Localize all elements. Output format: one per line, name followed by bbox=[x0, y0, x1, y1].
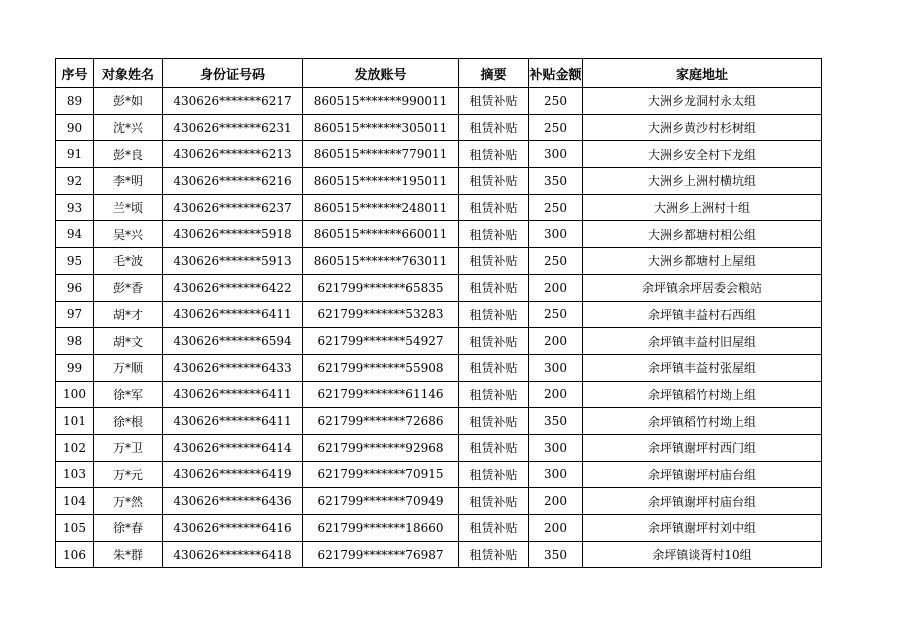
header-home-address: 家庭地址 bbox=[583, 59, 822, 88]
cell-home-address: 余坪镇谢坪村刘中组 bbox=[583, 515, 822, 542]
cell-recipient-name: 李*明 bbox=[94, 168, 163, 195]
cell-recipient-name: 徐*军 bbox=[94, 381, 163, 408]
cell-payment-account: 621799*******76987 bbox=[303, 541, 459, 568]
cell-summary: 租赁补贴 bbox=[459, 488, 529, 515]
cell-recipient-name: 彭*如 bbox=[94, 88, 163, 115]
cell-payment-account: 860515*******248011 bbox=[303, 194, 459, 221]
cell-summary: 租赁补贴 bbox=[459, 248, 529, 275]
table-header-row bbox=[56, 59, 822, 88]
table-row bbox=[56, 88, 822, 115]
header-serial-number: 序号 bbox=[56, 59, 94, 88]
cell-summary: 租赁补贴 bbox=[459, 434, 529, 461]
header-recipient-name: 对象姓名 bbox=[94, 59, 163, 88]
table-row bbox=[56, 194, 822, 221]
cell-id-number: 430626*******6213 bbox=[163, 141, 303, 168]
cell-payment-account: 621799*******18660 bbox=[303, 515, 459, 542]
cell-id-number: 430626*******6411 bbox=[163, 408, 303, 435]
cell-id-number: 430626*******6436 bbox=[163, 488, 303, 515]
header-summary: 摘要 bbox=[459, 59, 529, 88]
cell-home-address: 余坪镇稻竹村坳上组 bbox=[583, 408, 822, 435]
cell-serial-number: 102 bbox=[56, 434, 94, 461]
cell-subsidy-amount: 200 bbox=[529, 488, 583, 515]
cell-serial-number: 91 bbox=[56, 141, 94, 168]
cell-summary: 租赁补贴 bbox=[459, 461, 529, 488]
cell-recipient-name: 兰*顷 bbox=[94, 194, 163, 221]
cell-home-address: 余坪镇谢坪村庙台组 bbox=[583, 488, 822, 515]
cell-summary: 租赁补贴 bbox=[459, 88, 529, 115]
cell-summary: 租赁补贴 bbox=[459, 221, 529, 248]
cell-subsidy-amount: 250 bbox=[529, 301, 583, 328]
cell-summary: 租赁补贴 bbox=[459, 381, 529, 408]
header-payment-account: 发放账号 bbox=[303, 59, 459, 88]
cell-summary: 租赁补贴 bbox=[459, 168, 529, 195]
cell-home-address: 余坪镇余坪居委会粮站 bbox=[583, 274, 822, 301]
cell-payment-account: 621799*******72686 bbox=[303, 408, 459, 435]
cell-subsidy-amount: 250 bbox=[529, 114, 583, 141]
cell-subsidy-amount: 300 bbox=[529, 354, 583, 381]
cell-home-address: 余坪镇丰益村旧屋组 bbox=[583, 328, 822, 355]
cell-id-number: 430626*******6418 bbox=[163, 541, 303, 568]
cell-home-address: 大洲乡上洲村横坑组 bbox=[583, 168, 822, 195]
cell-summary: 租赁补贴 bbox=[459, 354, 529, 381]
cell-serial-number: 99 bbox=[56, 354, 94, 381]
cell-subsidy-amount: 300 bbox=[529, 461, 583, 488]
cell-subsidy-amount: 250 bbox=[529, 248, 583, 275]
cell-home-address: 余坪镇稻竹村坳上组 bbox=[583, 381, 822, 408]
table-row bbox=[56, 488, 822, 515]
cell-payment-account: 860515*******660011 bbox=[303, 221, 459, 248]
cell-payment-account: 621799*******70915 bbox=[303, 461, 459, 488]
cell-subsidy-amount: 200 bbox=[529, 274, 583, 301]
cell-payment-account: 860515*******195011 bbox=[303, 168, 459, 195]
header-id-number: 身份证号码 bbox=[163, 59, 303, 88]
cell-recipient-name: 彭*良 bbox=[94, 141, 163, 168]
cell-id-number: 430626*******6433 bbox=[163, 354, 303, 381]
cell-serial-number: 104 bbox=[56, 488, 94, 515]
cell-payment-account: 621799*******53283 bbox=[303, 301, 459, 328]
table-row bbox=[56, 221, 822, 248]
cell-subsidy-amount: 350 bbox=[529, 541, 583, 568]
cell-recipient-name: 万*顺 bbox=[94, 354, 163, 381]
cell-home-address: 余坪镇谢坪村庙台组 bbox=[583, 461, 822, 488]
cell-summary: 租赁补贴 bbox=[459, 194, 529, 221]
cell-home-address: 余坪镇丰益村石西组 bbox=[583, 301, 822, 328]
subsidy-roster-table bbox=[55, 58, 822, 568]
cell-home-address: 大洲乡都塘村相公组 bbox=[583, 221, 822, 248]
cell-subsidy-amount: 250 bbox=[529, 194, 583, 221]
table-row bbox=[56, 408, 822, 435]
cell-subsidy-amount: 200 bbox=[529, 515, 583, 542]
cell-payment-account: 621799*******55908 bbox=[303, 354, 459, 381]
cell-id-number: 430626*******6411 bbox=[163, 381, 303, 408]
cell-payment-account: 860515*******779011 bbox=[303, 141, 459, 168]
cell-subsidy-amount: 300 bbox=[529, 221, 583, 248]
cell-home-address: 大洲乡上洲村十组 bbox=[583, 194, 822, 221]
table-row bbox=[56, 248, 822, 275]
cell-home-address: 大洲乡安全村下龙组 bbox=[583, 141, 822, 168]
table-row bbox=[56, 328, 822, 355]
cell-payment-account: 860515*******990011 bbox=[303, 88, 459, 115]
cell-recipient-name: 胡*才 bbox=[94, 301, 163, 328]
cell-recipient-name: 毛*波 bbox=[94, 248, 163, 275]
cell-subsidy-amount: 250 bbox=[529, 88, 583, 115]
cell-payment-account: 860515*******763011 bbox=[303, 248, 459, 275]
table-row bbox=[56, 461, 822, 488]
cell-serial-number: 92 bbox=[56, 168, 94, 195]
table-row bbox=[56, 114, 822, 141]
cell-payment-account: 860515*******305011 bbox=[303, 114, 459, 141]
cell-home-address: 余坪镇谢坪村西门组 bbox=[583, 434, 822, 461]
cell-home-address: 大洲乡黄沙村杉树组 bbox=[583, 114, 822, 141]
table-row bbox=[56, 381, 822, 408]
cell-serial-number: 106 bbox=[56, 541, 94, 568]
cell-serial-number: 103 bbox=[56, 461, 94, 488]
cell-recipient-name: 胡*文 bbox=[94, 328, 163, 355]
table-row bbox=[56, 354, 822, 381]
cell-serial-number: 93 bbox=[56, 194, 94, 221]
table-row bbox=[56, 168, 822, 195]
cell-summary: 租赁补贴 bbox=[459, 274, 529, 301]
cell-serial-number: 96 bbox=[56, 274, 94, 301]
cell-payment-account: 621799*******61146 bbox=[303, 381, 459, 408]
cell-subsidy-amount: 200 bbox=[529, 328, 583, 355]
cell-payment-account: 621799*******65835 bbox=[303, 274, 459, 301]
cell-summary: 租赁补贴 bbox=[459, 408, 529, 435]
cell-serial-number: 90 bbox=[56, 114, 94, 141]
cell-summary: 租赁补贴 bbox=[459, 515, 529, 542]
cell-serial-number: 89 bbox=[56, 88, 94, 115]
table-row bbox=[56, 274, 822, 301]
header-subsidy-amount: 补贴金额 bbox=[529, 59, 583, 88]
cell-summary: 租赁补贴 bbox=[459, 141, 529, 168]
cell-payment-account: 621799*******70949 bbox=[303, 488, 459, 515]
cell-id-number: 430626*******6419 bbox=[163, 461, 303, 488]
cell-id-number: 430626*******6416 bbox=[163, 515, 303, 542]
cell-summary: 租赁补贴 bbox=[459, 301, 529, 328]
cell-serial-number: 97 bbox=[56, 301, 94, 328]
cell-id-number: 430626*******6217 bbox=[163, 88, 303, 115]
cell-id-number: 430626*******6414 bbox=[163, 434, 303, 461]
cell-subsidy-amount: 350 bbox=[529, 408, 583, 435]
cell-recipient-name: 徐*春 bbox=[94, 515, 163, 542]
cell-serial-number: 100 bbox=[56, 381, 94, 408]
cell-id-number: 430626*******5913 bbox=[163, 248, 303, 275]
cell-id-number: 430626*******6422 bbox=[163, 274, 303, 301]
cell-recipient-name: 吴*兴 bbox=[94, 221, 163, 248]
table-row bbox=[56, 301, 822, 328]
cell-recipient-name: 沈*兴 bbox=[94, 114, 163, 141]
cell-serial-number: 94 bbox=[56, 221, 94, 248]
cell-recipient-name: 朱*群 bbox=[94, 541, 163, 568]
table-row bbox=[56, 141, 822, 168]
cell-subsidy-amount: 200 bbox=[529, 381, 583, 408]
cell-serial-number: 98 bbox=[56, 328, 94, 355]
cell-subsidy-amount: 300 bbox=[529, 434, 583, 461]
cell-serial-number: 105 bbox=[56, 515, 94, 542]
cell-id-number: 430626*******6237 bbox=[163, 194, 303, 221]
cell-subsidy-amount: 350 bbox=[529, 168, 583, 195]
cell-id-number: 430626*******5918 bbox=[163, 221, 303, 248]
table-row bbox=[56, 515, 822, 542]
cell-serial-number: 101 bbox=[56, 408, 94, 435]
cell-recipient-name: 万*元 bbox=[94, 461, 163, 488]
cell-subsidy-amount: 300 bbox=[529, 141, 583, 168]
cell-recipient-name: 彭*香 bbox=[94, 274, 163, 301]
cell-home-address: 余坪镇谈胥村10组 bbox=[583, 541, 822, 568]
cell-recipient-name: 徐*根 bbox=[94, 408, 163, 435]
cell-payment-account: 621799*******92968 bbox=[303, 434, 459, 461]
table-row bbox=[56, 434, 822, 461]
cell-summary: 租赁补贴 bbox=[459, 328, 529, 355]
cell-home-address: 大洲乡龙洞村永太组 bbox=[583, 88, 822, 115]
cell-payment-account: 621799*******54927 bbox=[303, 328, 459, 355]
table-row bbox=[56, 541, 822, 568]
cell-home-address: 大洲乡都塘村上屋组 bbox=[583, 248, 822, 275]
cell-id-number: 430626*******6411 bbox=[163, 301, 303, 328]
cell-id-number: 430626*******6231 bbox=[163, 114, 303, 141]
cell-recipient-name: 万*然 bbox=[94, 488, 163, 515]
cell-recipient-name: 万*卫 bbox=[94, 434, 163, 461]
cell-summary: 租赁补贴 bbox=[459, 541, 529, 568]
cell-home-address: 余坪镇丰益村张屋组 bbox=[583, 354, 822, 381]
cell-serial-number: 95 bbox=[56, 248, 94, 275]
table-body bbox=[56, 88, 822, 568]
cell-summary: 租赁补贴 bbox=[459, 114, 529, 141]
cell-id-number: 430626*******6216 bbox=[163, 168, 303, 195]
cell-id-number: 430626*******6594 bbox=[163, 328, 303, 355]
